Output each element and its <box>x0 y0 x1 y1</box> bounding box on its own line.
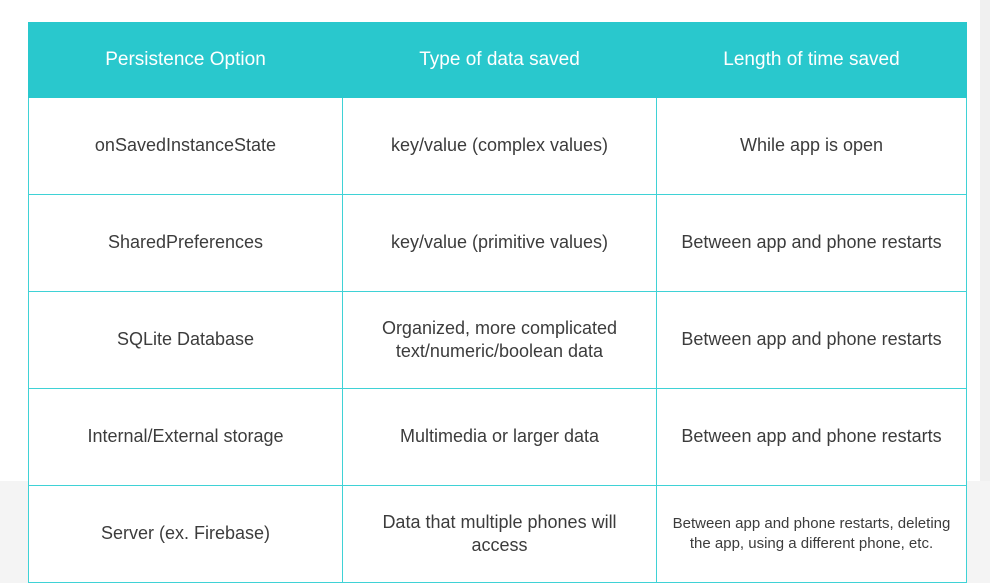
cell-length: Between app and phone restarts <box>657 389 967 486</box>
page-right-margin <box>980 0 990 481</box>
cell-data-type: Organized, more complicated text/numeric/boolean data <box>343 292 657 389</box>
table-header <box>29 23 967 98</box>
table-row <box>29 389 967 486</box>
cell-data-type: Data that multiple phones will access <box>343 486 657 583</box>
cell-data-type: key/value (complex values) <box>343 98 657 195</box>
cell-option: SQLite Database <box>29 292 343 389</box>
cell-length: While app is open <box>657 98 967 195</box>
cell-option: Server (ex. Firebase) <box>29 486 343 583</box>
table-row <box>29 486 967 583</box>
table-body <box>29 98 967 583</box>
column-header-type-of-data-saved: Type of data saved <box>343 23 657 98</box>
column-header-length-of-time-saved: Length of time saved <box>657 23 967 98</box>
table-row <box>29 98 967 195</box>
persistence-table-container <box>28 22 966 583</box>
cell-length: Between app and phone restarts <box>657 195 967 292</box>
table-header-row <box>29 23 967 98</box>
column-header-persistence-option: Persistence Option <box>29 23 343 98</box>
cell-option: SharedPreferences <box>29 195 343 292</box>
cell-length: Between app and phone restarts <box>657 292 967 389</box>
table-row <box>29 195 967 292</box>
persistence-options-table <box>28 22 967 583</box>
cell-option: onSavedInstanceState <box>29 98 343 195</box>
table-row <box>29 292 967 389</box>
cell-data-type: key/value (primitive values) <box>343 195 657 292</box>
cell-data-type: Multimedia or larger data <box>343 389 657 486</box>
cell-length: Between app and phone restarts, deleting the app, using a different phone, etc. <box>657 486 967 583</box>
cell-option: Internal/External storage <box>29 389 343 486</box>
